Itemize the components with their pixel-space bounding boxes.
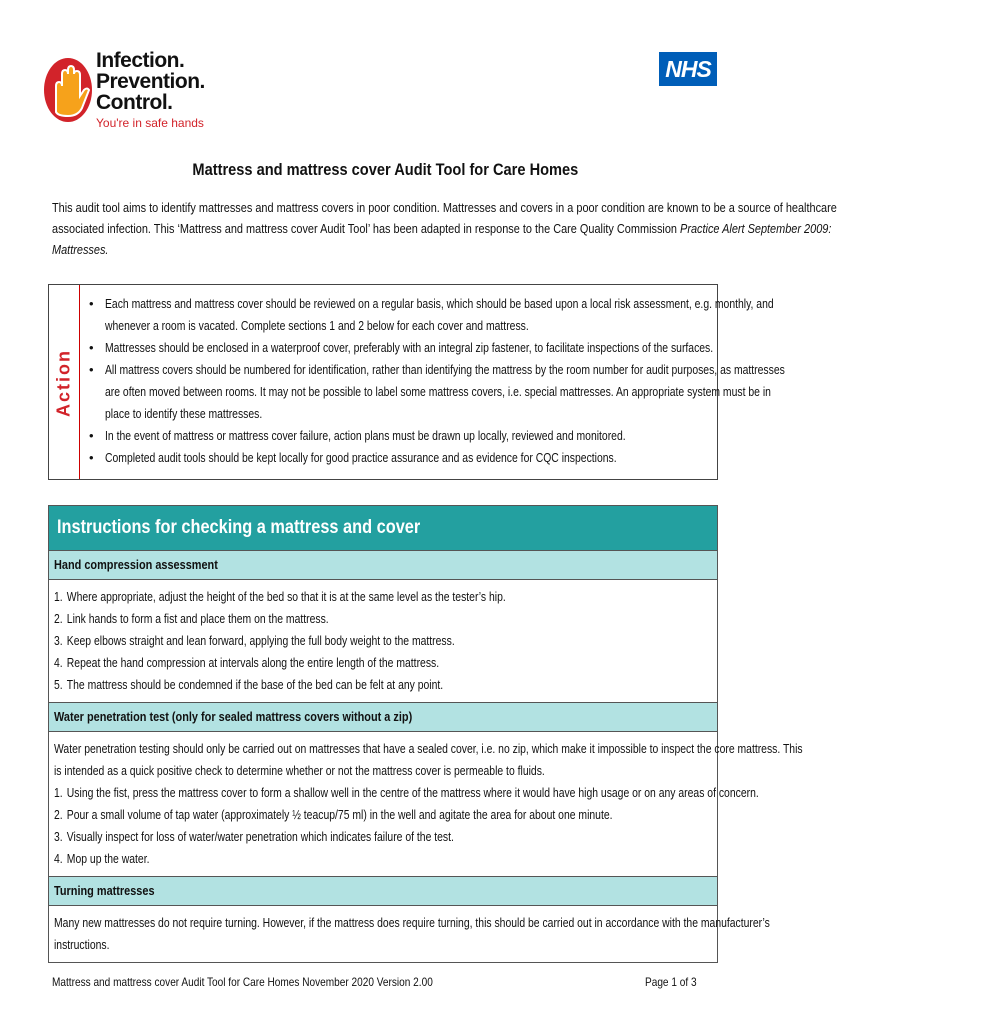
footer-page-number: Page 1 of 3 bbox=[645, 975, 697, 989]
intro-line: Mattresses. bbox=[52, 242, 109, 257]
paragraph-line: instructions. bbox=[54, 937, 110, 952]
action-list bbox=[89, 293, 889, 469]
logo-line-3: Control. bbox=[96, 91, 173, 114]
intro-line: This audit tool aims to identify mattresses and mattress covers in poor condition. Mattresses and covers in a poor condition are known to be a source of healthcare bbox=[52, 200, 837, 215]
list-item: 3. Keep elbows straight and lean forward, applying the full body weight to the mattress. bbox=[54, 633, 455, 648]
list-item: 1. Using the fist, press the mattress cover to form a shallow well in the centre of the mattress where it would have high usage or on any areas of concern. bbox=[54, 785, 759, 800]
hand-compression-heading: Hand compression assessment bbox=[49, 550, 717, 579]
paragraph-line: is intended as a quick positive check to determine whether or not the mattress cover is permeable to fluids. bbox=[54, 763, 545, 778]
logo-line-1: Infection. bbox=[96, 49, 185, 72]
infection-prevention-control-logo bbox=[42, 48, 232, 148]
list-item: 1. Where appropriate, adjust the height of the bed so that it is at the same level as the tester’s hip. bbox=[54, 589, 506, 604]
action-bullet: • All mattress covers should be numbered for identification, rather than identifying the mattress by the room number for audit purposes, as mattresses are often moved between rooms. It may not be possible to label some mattress covers, i.e. special mattresses. An appropriate system must be in place to identify these mattresses. bbox=[89, 359, 889, 425]
paragraph-line: Water penetration testing should only be carried out on mattresses that have a sealed cover, i.e. no zip, which make it impossible to inspect the core mattress. This bbox=[54, 741, 803, 756]
logo-line-2: Prevention. bbox=[96, 70, 205, 93]
list-item: 5. The mattress should be condemned if the base of the bed can be felt at any point. bbox=[54, 677, 444, 692]
logo-tagline: You're in safe hands bbox=[96, 116, 204, 130]
hand-icon bbox=[42, 52, 94, 124]
action-bullet: • Each mattress and mattress cover should be reviewed on a regular basis, which should be based upon a local risk assessment, e.g. monthly, and whenever a room is vacated. Complete sections 1 and 2 below for each cover and mattress. bbox=[89, 293, 889, 337]
list-item: 4. Repeat the hand compression at intervals along the entire length of the mattress. bbox=[54, 655, 440, 670]
action-bullet: • In the event of mattress or mattress cover failure, action plans must be drawn up locally, reviewed and monitored. bbox=[89, 425, 889, 447]
instructions-heading: Instructions for checking a mattress and cover bbox=[49, 506, 717, 550]
action-bullet: • Mattresses should be enclosed in a waterproof cover, preferably with an integral zip fastener, to facilitate inspections of the surfaces. bbox=[89, 337, 889, 359]
nhs-logo: NHS bbox=[659, 52, 717, 86]
hand-compression-steps bbox=[49, 579, 717, 702]
list-item: 2. Pour a small volume of tap water (approximately ½ teacup/75 ml) in the well and agitate the area for about one minute. bbox=[54, 807, 613, 822]
intro-paragraph bbox=[52, 197, 852, 260]
water-test-heading: Water penetration test (only for sealed mattress covers without a zip) bbox=[49, 702, 717, 731]
instructions-table bbox=[48, 505, 803, 963]
paragraph-line: Many new mattresses do not require turning. However, if the mattress does require turning, this should be carried out in accordance with the manufacturer’s bbox=[54, 915, 770, 930]
list-item: 2. Link hands to form a fist and place them on the mattress. bbox=[54, 611, 329, 626]
action-box bbox=[48, 284, 785, 480]
turning-heading: Turning mattresses bbox=[49, 876, 717, 905]
list-item: 4. Mop up the water. bbox=[54, 851, 150, 866]
action-sidebar bbox=[49, 285, 80, 479]
action-label: Action bbox=[53, 349, 74, 417]
water-test-body bbox=[49, 731, 803, 876]
action-bullet: • Completed audit tools should be kept locally for good practice assurance and as evidence for CQC inspections. bbox=[89, 447, 889, 469]
turning-body bbox=[49, 905, 770, 962]
document-title: Mattress and mattress cover Audit Tool for Care Homes bbox=[192, 160, 578, 179]
footer-document-info: Mattress and mattress cover Audit Tool for Care Homes November 2020 Version 2.00 bbox=[52, 975, 433, 989]
intro-line: associated infection. This ‘Mattress and mattress cover Audit Tool’ has been adapted in response to the Care Quality Commission Practice Alert September 2009: bbox=[52, 221, 832, 236]
list-item: 3. Visually inspect for loss of water/water penetration which indicates failure of the test. bbox=[54, 829, 454, 844]
